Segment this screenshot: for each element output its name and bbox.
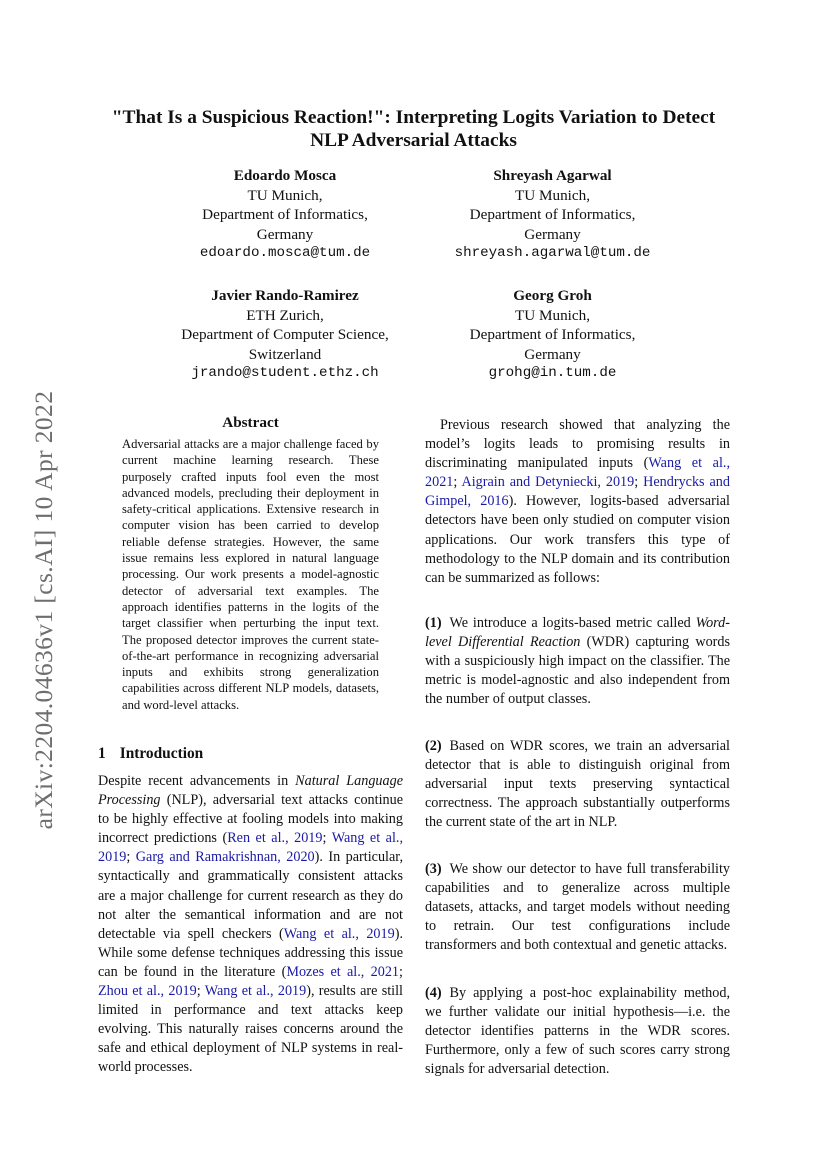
text-run: ; — [634, 474, 644, 491]
author-email: shreyash.agarwal@tum.de — [454, 245, 651, 261]
author-email: edoardo.mosca@tum.de — [199, 245, 371, 261]
author-name: Edoardo Mosca — [233, 167, 337, 184]
text-run: (NLP), adversarial text attacks continue to be highly effective at fooling models into making incorrect predictions ( — [98, 792, 403, 847]
italic-term: Natural Language Processing — [98, 773, 403, 809]
author-block — [380, 286, 725, 384]
author-department: Department of Computer Science, — [181, 326, 389, 343]
author-country: Germany — [524, 225, 581, 243]
section-title: Introduction — [119, 745, 204, 762]
author-affiliation: TU Munich, — [247, 186, 323, 204]
contribution-label: (2) — [425, 738, 442, 754]
text-run: ). While some defense techniques addressing this issue can be found in the literature ( — [98, 925, 403, 980]
text-run: ; — [322, 830, 332, 847]
right-column-paragraph — [425, 416, 730, 588]
text-run: ). In particular, syntactically and grammatically consistent attacks are a major challenge for current research as they do not alter the semantical information and are not detectable via spell checkers ( — [98, 849, 403, 942]
abstract-text: Adversarial attacks are a major challenge faced by current machine learning research. These purposely crafted inputs fool even the most advanced models, precluding their deployment in safety-critical applications. Extensive research in computer vision has been carried to develop reliable defense strategies. However, the same issue remains less explored in natural language processing. Our work presents a model-agnostic detector of adversarial text examples. The approach identifies patterns in the logits of the target classifier when perturbing the input text. The proposed detector improves the current state-of-the-art performance in recognizing adversarial inputs and exhibits strong generalization capabilities across different NLP models, datasets, and word-level attacks. — [122, 437, 379, 712]
author-name: Georg Groh — [513, 287, 592, 304]
text-run: Despite recent advancements in — [98, 773, 296, 789]
citation-link[interactable]: Wang et al., 2021 — [425, 455, 731, 491]
text-run: ), results are still limited in performance and text attacks keep evolving. This naturally raises concerns around the safe and ethical deployment of NLP systems in real-world processes. — [98, 983, 403, 1076]
author-country: Switzerland — [248, 345, 322, 363]
citation-link[interactable]: Mozes et al., 2021 — [286, 963, 400, 980]
contribution-label: (1) — [425, 615, 442, 631]
citation-link[interactable]: Hendrycks and Gimpel, 2016 — [425, 474, 730, 510]
text-run: (WDR) capturing words with a suspiciously high impact on the classifier. The metric is model-agnostic and also independent from the number of output classes. — [425, 634, 730, 708]
citation-link[interactable]: Ren et al., 2019 — [227, 830, 323, 847]
abstract-heading: Abstract — [222, 414, 279, 431]
author-email: jrando@student.ethz.ch — [191, 365, 379, 381]
text-run: ; — [399, 963, 403, 980]
text-run: ; — [126, 849, 136, 866]
contribution-label: (3) — [425, 861, 442, 877]
contribution-item-1 — [425, 614, 730, 709]
text-run: ). However, logits-based adversarial detectors have been only studied on computer vision applications. Our work transfers this type of methodology to the NLP domain and its contribution can be summarized as follows: — [425, 493, 730, 586]
contribution-label: (4) — [425, 985, 442, 1001]
introduction-paragraph — [98, 772, 403, 1078]
author-department: Department of Informatics, — [202, 206, 368, 223]
text-run: ; — [196, 983, 205, 1000]
citation-link[interactable]: Wang et al., 2019 — [98, 830, 403, 866]
author-block — [380, 166, 725, 264]
text-run: We introduce a logits-based metric called — [449, 615, 696, 631]
text-run: ; — [453, 474, 462, 491]
section-heading-introduction — [98, 745, 203, 763]
author-name: Javier Rando-Ramirez — [211, 287, 359, 304]
citation-link[interactable]: Wang et al., 2019 — [204, 983, 307, 1000]
text-run: Based on WDR scores, we train an adversarial detector that is able to distinguish original from adversarial input texts preserving syntactical correctness. The approach substantially outperforms the current state of the art in NLP. — [425, 738, 730, 831]
section-number: 1 — [98, 745, 106, 762]
citation-link[interactable]: Aigrain and Detyniecki, 2019 — [461, 474, 635, 491]
author-affiliation: ETH Zurich, — [246, 306, 324, 324]
author-department: Department of Informatics, — [469, 206, 636, 223]
arxiv-sidebar-stamp — [22, 370, 66, 850]
contribution-item-4 — [425, 984, 730, 1079]
arxiv-id: arXiv:2204.04636v1 [cs.AI] 10 Apr 2022 — [29, 390, 58, 830]
citation-link[interactable]: Wang et al., 2019 — [283, 925, 395, 942]
text-run: We show our detector to have full transferability capabilities and to generalize across multiple datasets, attacks, and target models without needing to retrain. Our test configurations include transformers and both contextual and genetic attacks. — [425, 861, 730, 954]
title-line-1: "That Is a Suspicious Reaction!": Interpreting Logits Variation to Detect — [111, 107, 716, 128]
citation-link[interactable]: Zhou et al., 2019 — [98, 983, 197, 1000]
text-run: By applying a post-hoc explainability method, we further validate our initial hypothesis—i.e. the detector identifies patterns in the WDR scores. Furthermore, only a few of such scores carry strong signals for adversarial detection. — [425, 985, 730, 1078]
title-line-2: NLP Adversarial Attacks — [310, 130, 517, 151]
author-affiliation: TU Munich, — [514, 186, 591, 204]
contribution-item-3 — [425, 860, 730, 955]
contribution-item-2 — [425, 737, 730, 832]
text-run: Previous research showed that analyzing the model’s logits leads to promising results in discriminating manipulated inputs ( — [425, 417, 730, 472]
author-country: Germany — [256, 225, 314, 243]
author-email: grohg@in.tum.de — [488, 365, 617, 381]
author-department: Department of Informatics, — [469, 326, 636, 343]
citation-link[interactable]: Garg and Ramakrishnan, 2020 — [135, 849, 315, 866]
italic-term: Word-level Differential Reaction — [425, 615, 730, 651]
author-country: Germany — [524, 345, 581, 363]
author-affiliation: TU Munich, — [514, 306, 591, 324]
author-name: Shreyash Agarwal — [493, 167, 612, 184]
paper-title — [96, 106, 731, 152]
